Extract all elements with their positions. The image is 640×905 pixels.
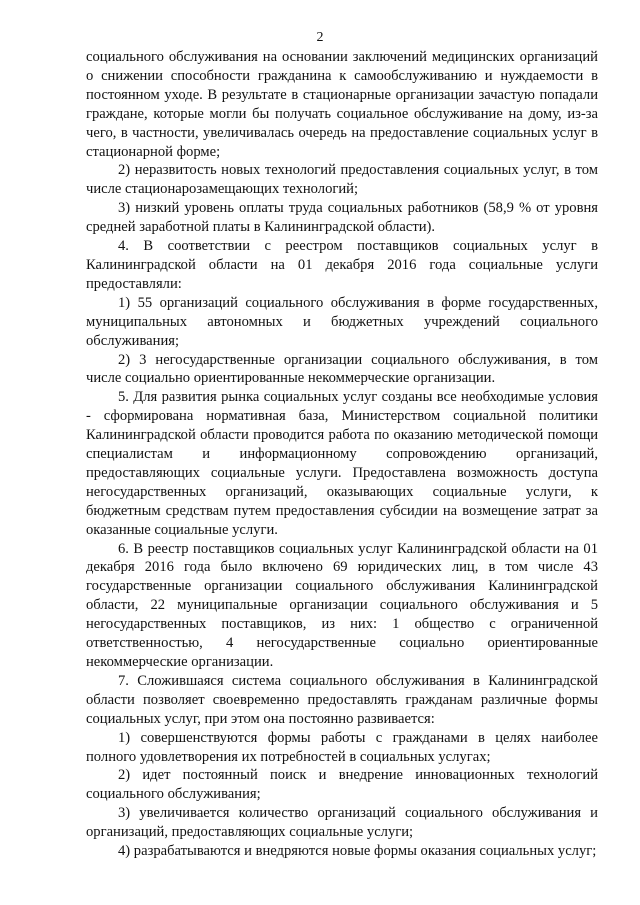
paragraph-continuation: социального обслуживания на основании заключений медицинских организаций о снижении способности гражданина к самообслуживанию и нуждаемости в постоянном уходе. В результате в стационарные организации зачастую попадали граждане, которые могли бы получать социальное обслуживание на дому, из-за чего, в частности, увеличивалась очередь на предоставление социальных услуг в стационарной форме; [86,49,598,160]
paragraph-item-3: 3) низкий уровень оплаты труда социальных работников (58,9 % от уровня средней заработной платы в Калининградской области). [86,200,598,236]
paragraph-section-7-item-4: 4) разрабатываются и внедряются новые формы оказания социальных услуг; [118,843,597,860]
paragraph-section-7: 7. Сложившаяся система социального обслуживания в Калининградской области позволяет своевременно предоставлять гражданам различные формы социальных услуг, при этом она постоянно развивается: [86,672,598,727]
document-body [86,48,598,861]
paragraph-section-4-item-2: 2) 3 негосударственные организации социального обслуживания, в том числе социально ориентированные некоммерческие организации. [86,351,598,387]
paragraph-section-5: 5. Для развития рынка социальных услуг созданы все необходимые условия - сформирована нормативная база, Министерством социальной политики Калининградской области проводится работа по оказанию методической помощи специалистам и информационному сопровождению организаций, предоставляющих социальные услуги. Предоставлена возможность доступа негосударственных организаций, оказывающих социальные услуги, к бюджетным средствам путем предоставления субсидии на возмещение затрат за оказанные социальные услуги. [86,389,598,538]
paragraph-section-7-item-1: 1) совершенствуются формы работы с гражданами в целях наиболее полного удовлетворения их потребностей в социальных услугах; [86,729,598,765]
page-number: 2 [316,30,324,45]
paragraph-section-6: 6. В реестр поставщиков социальных услуг Калининградской области на 01 декабря 2016 года было включено 69 юридических лиц, в том числе 43 государственные организации социального обслуживания Калининградской области, 22 муниципальные организации социального обслуживания и 5 негосударственных поставщиков, из них: 1 общество с ограниченной ответственностью, 4 негосударственные социально ориентированные некоммерческие организации. [86,540,598,670]
paragraph-section-7-item-3: 3) увеличивается количество организаций социального обслуживания и организаций, предоставляющих социальные услуги; [86,805,598,841]
paragraph-section-4-item-1: 1) 55 организаций социального обслуживания в форме государственных, муниципальных автономных и бюджетных учреждений социального обслуживания; [86,294,598,349]
paragraph-item-2: 2) неразвитость новых технологий предоставления социальных услуг, в том числе стационарозамещающих технологий; [86,162,598,198]
paragraph-section-7-item-2: 2) идет постоянный поиск и внедрение инновационных технологий социального обслуживания; [86,767,598,803]
paragraph-section-4: 4. В соответствии с реестром поставщиков социальных услуг в Калининградской области на 01 декабря 2016 года социальные услуги предоставляли: [86,238,598,292]
